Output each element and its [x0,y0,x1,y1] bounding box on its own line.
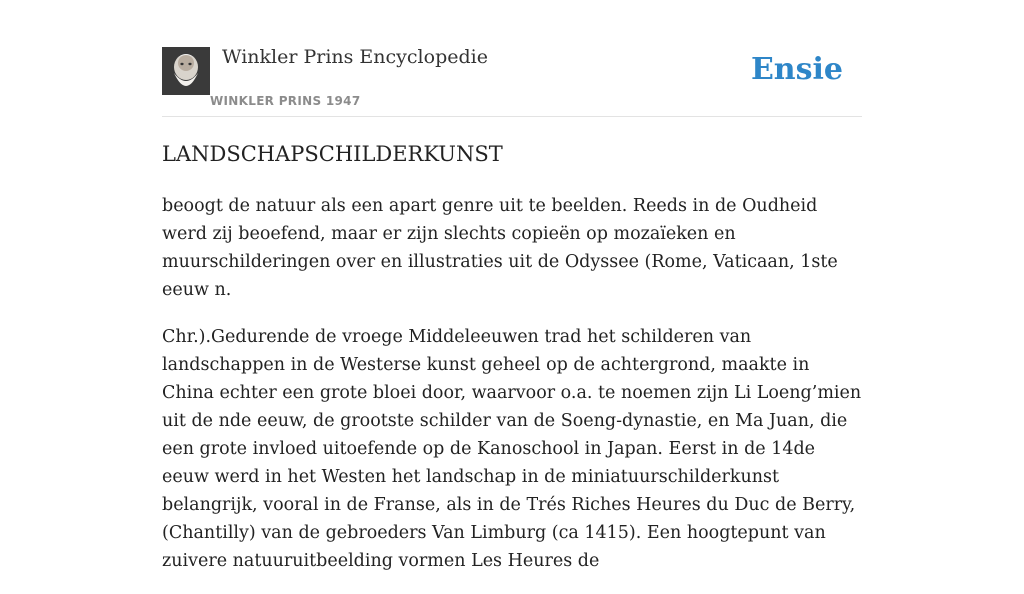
source-subtitle[interactable]: WINKLER PRINS 1947 [210,94,361,108]
source-title[interactable]: Winkler Prins Encyclopedie [222,46,488,68]
bearded-man-portrait-icon [162,47,210,95]
article-paragraph: Chr.).Gedurende de vroege Middeleeuwen trad het schilderen van landschappen in de Westerse kunst geheel op de achtergrond, maakte in China echter een grote bloei door, waarvoor o.a. te noemen zijn Li Loeng’mien uit de nde eeuw, de grootste schilder van de Soeng-dynastie, en Ma Juan, die een grote invloed uitoefende op de Kanoschool in Japan. Eerst in de 14de eeuw werd in het Westen het landschap in de miniatuurschilderkunst belangrijk, vooral in de Franse, als in de Trés Riches Heures du Duc de Berry, (Chantilly) van de gebroeders Van Limburg (ca 1415). Een hoogtepunt van zuivere natuuruitbeelding vormen Les Heures de [162,327,862,571]
article-title: LANDSCHAPSCHILDERKUNST [162,142,503,166]
article-body [162,192,862,594]
brand-logo-link[interactable]: Ensie [750,52,843,87]
source-header [162,46,862,117]
article-paragraph: beoogt de natuur als een apart genre uit te beelden. Reeds in de Oudheid werd zij beoefend, maar er zijn slechts copieën op mozaïeken en muurschilderingen over en illustraties uit de Odyssee (Rome, Vaticaan, 1ste eeuw n. [162,196,838,300]
avatar[interactable] [162,47,210,95]
